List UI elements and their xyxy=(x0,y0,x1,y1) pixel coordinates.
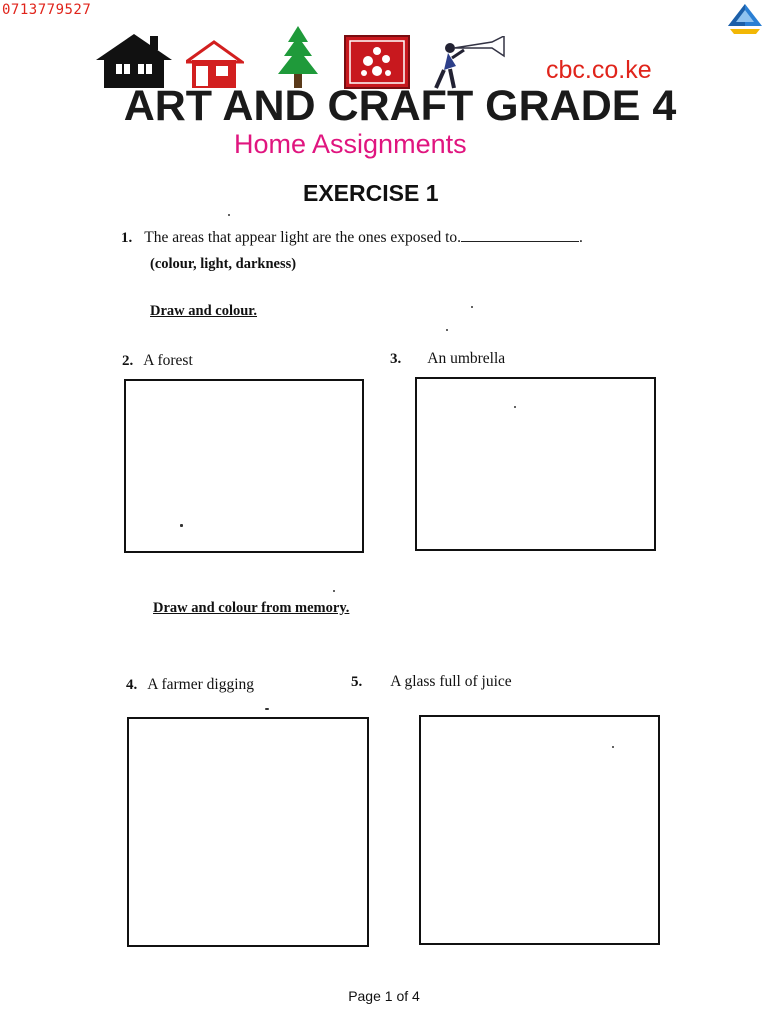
question-text: An umbrella xyxy=(427,350,506,367)
question-tail: . xyxy=(579,229,583,246)
site-url: cbc.co.ke xyxy=(546,56,652,84)
question-4 xyxy=(126,676,254,694)
question-text: A forest xyxy=(143,352,193,369)
scan-speck xyxy=(228,214,230,216)
flower-tile-icon xyxy=(344,35,410,89)
question-number: 5. xyxy=(351,674,363,690)
pyramid-logo-icon xyxy=(726,2,764,36)
question-number: 1. xyxy=(121,230,133,246)
drawing-box-forest[interactable] xyxy=(124,379,364,553)
question-text: A farmer digging xyxy=(147,676,255,693)
question-5 xyxy=(351,673,512,691)
page-title: ART AND CRAFT GRADE 4 xyxy=(123,82,677,130)
scan-speck xyxy=(446,329,448,331)
question-1-options: (colour, light, darkness) xyxy=(150,256,297,272)
page-subtitle: Home Assignments xyxy=(234,129,467,159)
scan-speck xyxy=(471,306,473,308)
page-number: Page 1 of 4 xyxy=(348,988,420,1004)
answer-blank[interactable] xyxy=(461,229,579,242)
question-number: 4. xyxy=(126,677,138,693)
drawing-box-juice[interactable] xyxy=(419,715,660,945)
section-instruction: Draw and colour. xyxy=(150,303,258,319)
exercise-heading: EXERCISE 1 xyxy=(303,180,439,206)
question-number: 3. xyxy=(390,351,402,367)
section-instruction: Draw and colour from memory. xyxy=(153,600,350,616)
question-text: The areas that appear light are the ones exposed to. xyxy=(144,229,462,246)
question-1 xyxy=(121,229,583,247)
scan-speck xyxy=(333,590,335,592)
drawing-box-umbrella[interactable] xyxy=(415,377,656,551)
question-number: 2. xyxy=(122,353,134,369)
scan-speck xyxy=(514,406,516,408)
question-text: A glass full of juice xyxy=(390,673,512,690)
phone-number: 0713779527 xyxy=(2,2,92,18)
scan-speck xyxy=(265,708,269,710)
scan-speck xyxy=(612,746,614,748)
scan-speck xyxy=(180,524,183,527)
question-2 xyxy=(122,352,193,370)
drawing-box-farmer[interactable] xyxy=(127,717,369,947)
question-3 xyxy=(390,350,505,368)
